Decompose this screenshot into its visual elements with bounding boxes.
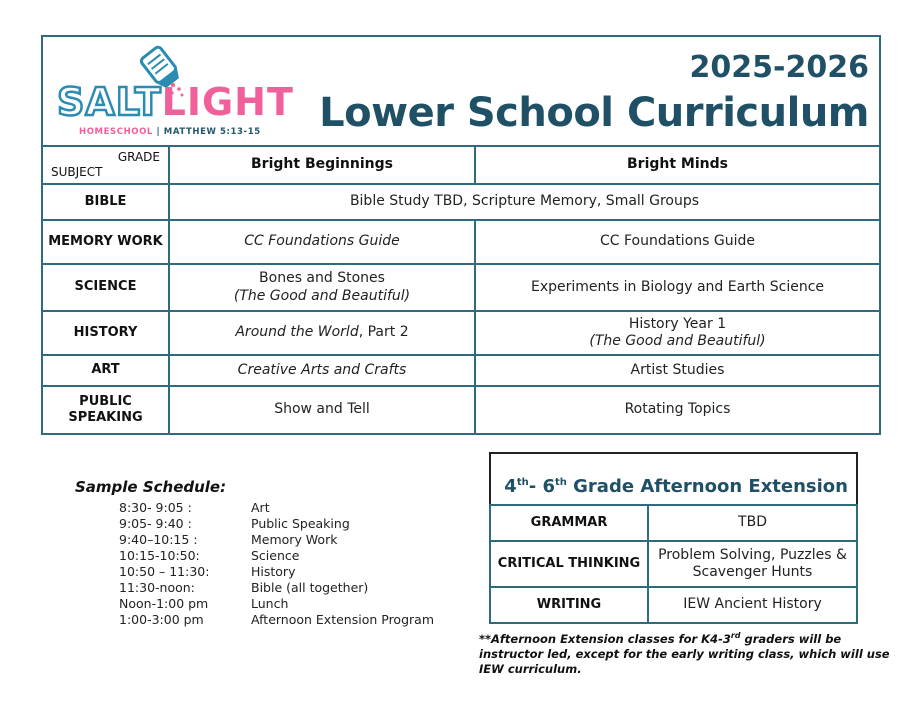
table-row bbox=[490, 505, 857, 541]
list-item: 11:30-noon: Bible (all together) bbox=[119, 580, 369, 595]
corner-cell bbox=[42, 146, 169, 184]
subject-cell: CRITICAL THINKING bbox=[490, 541, 648, 587]
table-row bbox=[42, 386, 880, 434]
value-cell: Problem Solving, Puzzles & Scavenger Hunts bbox=[648, 541, 857, 587]
subject-cell: SCIENCE bbox=[42, 264, 169, 311]
table-row bbox=[490, 587, 857, 623]
extension-title: 4th- 6th Grade Afternoon Extension bbox=[504, 476, 848, 497]
list-item: 9:40–10:15 : Memory Work bbox=[119, 532, 338, 547]
subject-cell: ART bbox=[42, 355, 169, 386]
extension-note: **Afternoon Extension classes for K4-3rd graders will be instructor led, except for the early writing class, which will use IEW curriculum. bbox=[479, 631, 890, 676]
col-bright-beginnings: Bright Beginnings bbox=[169, 146, 475, 184]
subject-cell: BIBLE bbox=[42, 184, 169, 220]
table-row bbox=[42, 311, 880, 355]
extension-header bbox=[489, 452, 858, 506]
sample-schedule bbox=[75, 478, 434, 628]
beginnings-cell: Around the World, Part 2 bbox=[169, 311, 475, 355]
minds-cell: Rotating Topics bbox=[475, 386, 880, 434]
subject-cell: HISTORY bbox=[42, 311, 169, 355]
logo-wordmark: SALTLIGHT bbox=[57, 80, 294, 124]
minds-cell: CC Foundations Guide bbox=[475, 220, 880, 264]
value-cell: TBD bbox=[648, 505, 857, 541]
list-item: 8:30- 9:05 : Art bbox=[119, 500, 270, 515]
grade-label: GRADE bbox=[117, 150, 160, 164]
header bbox=[43, 37, 879, 145]
subject-cell: MEMORY WORK bbox=[42, 220, 169, 264]
subject-cell: WRITING bbox=[490, 587, 648, 623]
extension-table bbox=[489, 504, 858, 624]
list-item: 10:50 – 11:30: History bbox=[119, 564, 296, 579]
page-title: Lower School Curriculum bbox=[319, 90, 869, 136]
col-bright-minds: Bright Minds bbox=[475, 146, 880, 184]
minds-cell: History Year 1 (The Good and Beautiful) bbox=[475, 311, 880, 355]
table-row bbox=[42, 264, 880, 311]
list-item: 10:15-10:50: Science bbox=[119, 548, 300, 563]
afternoon-extension bbox=[489, 452, 858, 624]
list-item: Noon-1:00 pm Lunch bbox=[119, 596, 289, 611]
school-year: 2025-2026 bbox=[689, 50, 869, 85]
subject-label: SUBJECT bbox=[51, 165, 103, 179]
combined-cell: Bible Study TBD, Scripture Memory, Small Groups bbox=[169, 184, 880, 220]
list-item: 1:00-3:00 pm Afternoon Extension Program bbox=[119, 612, 434, 627]
minds-cell: Experiments in Biology and Earth Science bbox=[475, 264, 880, 311]
beginnings-cell: CC Foundations Guide bbox=[169, 220, 475, 264]
beginnings-cell: Bones and Stones (The Good and Beautiful) bbox=[169, 264, 475, 311]
table-row bbox=[490, 541, 857, 587]
saltlight-logo bbox=[57, 41, 294, 141]
table-header-row bbox=[42, 146, 880, 184]
table-row bbox=[42, 220, 880, 264]
table-row bbox=[42, 355, 880, 386]
beginnings-cell: Show and Tell bbox=[169, 386, 475, 434]
curriculum-frame bbox=[41, 35, 881, 435]
schedule-title: Sample Schedule: bbox=[75, 478, 227, 496]
beginnings-cell: Creative Arts and Crafts bbox=[169, 355, 475, 386]
curriculum-table bbox=[41, 145, 881, 435]
table-row bbox=[42, 184, 880, 220]
logo-tagline: HOMESCHOOL | MATTHEW 5:13-15 bbox=[79, 127, 261, 137]
subject-cell: GRAMMAR bbox=[490, 505, 648, 541]
list-item: 9:05- 9:40 : Public Speaking bbox=[119, 516, 350, 531]
minds-cell: Artist Studies bbox=[475, 355, 880, 386]
subject-cell: PUBLIC SPEAKING bbox=[42, 386, 169, 434]
value-cell: IEW Ancient History bbox=[648, 587, 857, 623]
